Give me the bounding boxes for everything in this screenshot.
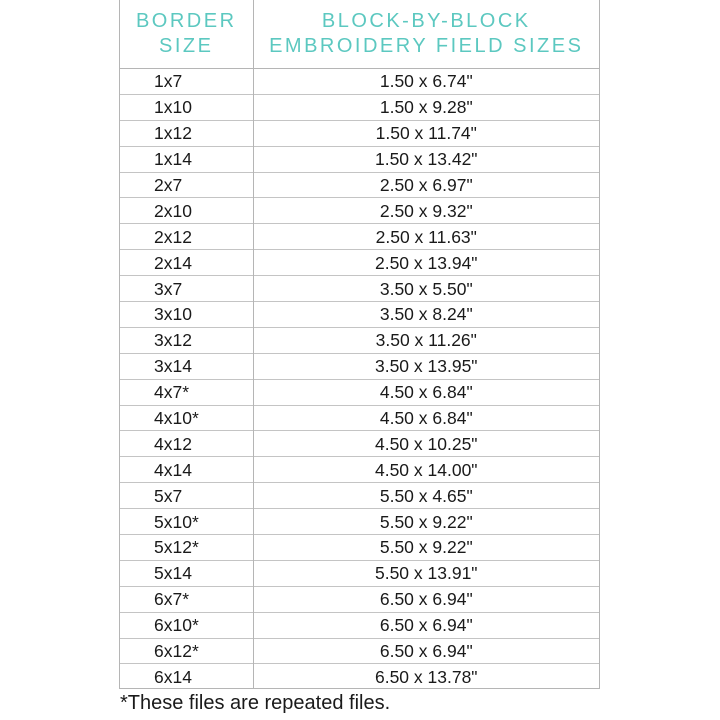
field-size-cell: 6.50 x 6.94": [253, 586, 599, 612]
table-row: [120, 612, 599, 638]
field-size-cell: 5.50 x 9.22": [253, 509, 599, 535]
field-size-cell: 2.50 x 11.63": [253, 224, 599, 250]
border-size-cell: 5x7: [120, 483, 253, 509]
border-size-cell: 3x12: [120, 327, 253, 353]
border-size-cell: 4x14: [120, 457, 253, 483]
border-size-cell: 2x7: [120, 172, 253, 198]
border-size-header-line1: BORDER: [135, 10, 237, 32]
table-row: [120, 586, 599, 612]
border-size-header-line2: SIZE: [159, 35, 214, 57]
border-size-cell: 5x14: [120, 560, 253, 586]
table-row: [120, 120, 599, 146]
border-size-cell: 1x7: [120, 69, 253, 95]
border-size-cell: 4x7*: [120, 379, 253, 405]
table-row: [120, 146, 599, 172]
table-header: [120, 0, 599, 69]
table-row: [120, 483, 599, 509]
table-row: [120, 560, 599, 586]
border-size-cell: 2x14: [120, 250, 253, 276]
border-size-cell: 3x7: [120, 276, 253, 302]
border-size-cell: 1x12: [120, 120, 253, 146]
table-row: [120, 457, 599, 483]
table-row: [120, 327, 599, 353]
field-size-cell: 1.50 x 11.74": [253, 120, 599, 146]
field-size-cell: 2.50 x 13.94": [253, 250, 599, 276]
table-row: [120, 509, 599, 535]
border-size-cell: 1x10: [120, 94, 253, 120]
table-row: [120, 638, 599, 664]
border-size-cell: 2x10: [120, 198, 253, 224]
table-row: [120, 664, 599, 689]
field-size-cell: 4.50 x 14.00": [253, 457, 599, 483]
field-size-cell: 3.50 x 11.26": [253, 327, 599, 353]
embroidery-size-table: [120, 0, 599, 689]
field-size-cell: 4.50 x 6.84": [253, 405, 599, 431]
border-size-cell: 5x12*: [120, 535, 253, 561]
field-size-cell: 1.50 x 6.74": [379, 71, 473, 92]
border-size-cell: 6x10*: [120, 612, 253, 638]
field-size-cell: 3.50 x 13.95": [253, 353, 599, 379]
header-row: [120, 0, 599, 69]
field-size-cell: 4.50 x 6.84": [253, 379, 599, 405]
field-size-cell: 4.50 x 10.25": [253, 431, 599, 457]
table-row: [120, 431, 599, 457]
table-row: [120, 276, 599, 302]
border-size-cell: 3x14: [120, 353, 253, 379]
field-size-cell: 6.50 x 6.94": [253, 638, 599, 664]
table-row: [120, 302, 599, 328]
field-size-cell: 6.50 x 13.78": [253, 664, 599, 689]
table-row: [120, 69, 599, 95]
border-size-cell: 3x10: [120, 302, 253, 328]
field-sizes-header: [253, 0, 599, 69]
table-row: [120, 535, 599, 561]
table-row: [120, 172, 599, 198]
field-size-cell: 5.50 x 9.22": [253, 535, 599, 561]
table-row: [120, 250, 599, 276]
table-row: [120, 379, 599, 405]
field-size-cell: 3.50 x 5.50": [253, 276, 599, 302]
table-row: [120, 353, 599, 379]
table-row: [120, 405, 599, 431]
border-size-cell: 6x7*: [120, 586, 253, 612]
border-size-cell: 2x12: [120, 224, 253, 250]
embroidery-size-table-frame: [119, 0, 600, 689]
border-size-cell: 4x10*: [120, 405, 253, 431]
field-size-cell: 6.50 x 6.94": [253, 612, 599, 638]
table-row: [120, 94, 599, 120]
field-size-cell: 5.50 x 4.65": [253, 483, 599, 509]
field-size-cell: 2.50 x 6.97": [253, 172, 599, 198]
field-size-cell: 2.50 x 9.32": [253, 198, 599, 224]
border-size-header: [120, 0, 253, 69]
field-sizes-header-line2: EMBROIDERY FIELD SIZES: [269, 35, 584, 57]
field-size-cell: 1.50 x 9.28": [253, 94, 599, 120]
field-size-cell: 1.50 x 13.42": [253, 146, 599, 172]
border-size-cell: 1x14: [120, 146, 253, 172]
field-size-cell: 3.50 x 8.24": [253, 302, 599, 328]
border-size-cell: 6x14: [120, 664, 253, 689]
border-size-cell: 6x12*: [120, 638, 253, 664]
field-size-cell: 5.50 x 13.91": [253, 560, 599, 586]
table-row: [120, 198, 599, 224]
footnote: *These files are repeated files.: [120, 692, 391, 714]
border-size-cell: 5x10*: [120, 509, 253, 535]
field-sizes-header-line1: BLOCK-BY-BLOCK: [321, 10, 531, 32]
table-row: [120, 224, 599, 250]
table-body: [120, 69, 599, 690]
border-size-cell: 4x12: [120, 431, 253, 457]
